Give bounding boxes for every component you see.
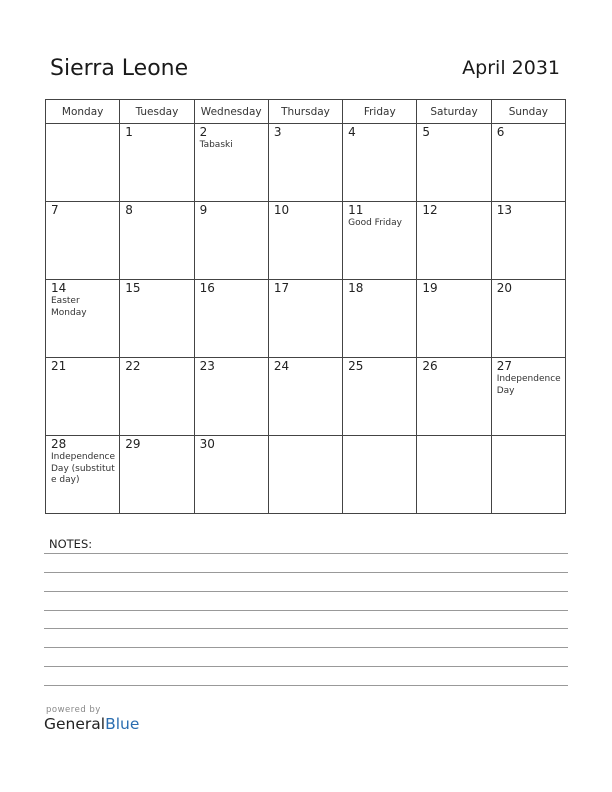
day-number: 27	[496, 359, 512, 373]
day-cell	[491, 124, 565, 202]
day-cell	[343, 202, 417, 280]
note-line	[44, 591, 568, 592]
day-cell	[343, 358, 417, 436]
day-number: 19	[422, 281, 438, 295]
day-cell	[268, 280, 342, 358]
day-number: 1	[125, 125, 133, 139]
day-number: 4	[348, 125, 356, 139]
holiday-label: Tabaski	[199, 140, 233, 150]
month-title: April 2031	[462, 57, 560, 79]
day-cell	[120, 202, 194, 280]
day-number: 3	[273, 125, 282, 139]
day-cell	[491, 202, 565, 280]
day-number: 29	[125, 437, 141, 451]
day-cell	[46, 124, 120, 202]
generalblue-logo	[44, 705, 139, 733]
day-number: 15	[125, 281, 141, 295]
day-number: 23	[199, 359, 215, 373]
brand-name	[44, 715, 139, 733]
day-cell	[46, 436, 120, 514]
weekday-header: Tuesday	[120, 100, 194, 124]
day-number: 9	[199, 203, 208, 217]
note-line	[44, 610, 568, 611]
note-line	[44, 572, 568, 573]
weekday-header: Sunday	[491, 100, 565, 124]
holiday-label: Independence Day (substitute day)	[51, 452, 116, 485]
week-row	[46, 280, 566, 358]
day-number: 6	[496, 125, 505, 139]
holiday-label: Easter Monday	[51, 296, 87, 318]
day-number: 28	[51, 437, 67, 451]
day-cell	[120, 124, 194, 202]
day-number: 17	[273, 281, 290, 295]
day-cell	[46, 358, 120, 436]
day-cell	[417, 358, 491, 436]
day-cell	[194, 124, 268, 202]
day-cell	[268, 124, 342, 202]
weekday-header: Friday	[343, 100, 417, 124]
day-cell	[343, 124, 417, 202]
weekday-header: Saturday	[417, 100, 491, 124]
day-number: 22	[125, 359, 141, 373]
day-cell	[491, 280, 565, 358]
week-row	[46, 124, 566, 202]
calendar-grid	[45, 99, 566, 514]
day-number: 14	[51, 281, 67, 295]
day-cell	[120, 436, 194, 514]
country-title: Sierra Leone	[50, 56, 189, 81]
day-number: 13	[496, 203, 512, 217]
brand-name-blue: Blue	[105, 715, 140, 733]
day-number: 16	[199, 281, 215, 295]
note-line	[44, 647, 568, 648]
day-number: 18	[348, 281, 364, 295]
day-cell	[417, 124, 491, 202]
day-cell	[194, 358, 268, 436]
day-number: 5	[422, 125, 431, 139]
day-cell	[491, 358, 565, 436]
holiday-label: Independence Day	[496, 374, 561, 396]
day-number: 25	[348, 359, 364, 373]
day-cell	[194, 436, 268, 514]
weekday-header: Monday	[46, 100, 120, 124]
week-row	[46, 202, 566, 280]
note-line	[44, 685, 568, 686]
day-number: 10	[273, 203, 290, 217]
holiday-label: Good Friday	[348, 218, 402, 228]
day-number: 30	[199, 437, 215, 451]
day-cell	[46, 202, 120, 280]
weekday-header: Thursday	[268, 100, 342, 124]
day-cell	[417, 280, 491, 358]
brand-name-general: General	[44, 715, 106, 733]
day-number: 2	[199, 125, 208, 139]
day-number: 24	[273, 359, 290, 373]
day-cell	[343, 436, 417, 514]
day-number: 12	[422, 203, 438, 217]
week-row	[46, 436, 566, 514]
day-cell	[46, 280, 120, 358]
powered-by-text: powered by	[46, 705, 101, 715]
weekday-header-row	[46, 100, 566, 124]
day-number: 8	[125, 203, 133, 217]
day-cell	[194, 280, 268, 358]
day-number: 26	[422, 359, 438, 373]
day-number: 21	[51, 359, 67, 373]
week-row	[46, 358, 566, 436]
day-cell	[194, 202, 268, 280]
day-cell	[417, 202, 491, 280]
day-cell	[120, 358, 194, 436]
weekday-header: Wednesday	[194, 100, 268, 124]
day-number: 20	[496, 281, 512, 295]
notes-label: NOTES:	[49, 537, 93, 551]
day-cell	[120, 280, 194, 358]
day-cell	[491, 436, 565, 514]
day-cell	[268, 436, 342, 514]
day-number: 7	[51, 203, 59, 217]
day-cell	[343, 280, 417, 358]
day-cell	[417, 436, 491, 514]
note-line	[44, 553, 568, 554]
day-cell	[268, 202, 342, 280]
note-line	[44, 628, 568, 629]
day-cell	[268, 358, 342, 436]
note-line	[44, 666, 568, 667]
day-number: 11	[348, 203, 364, 217]
